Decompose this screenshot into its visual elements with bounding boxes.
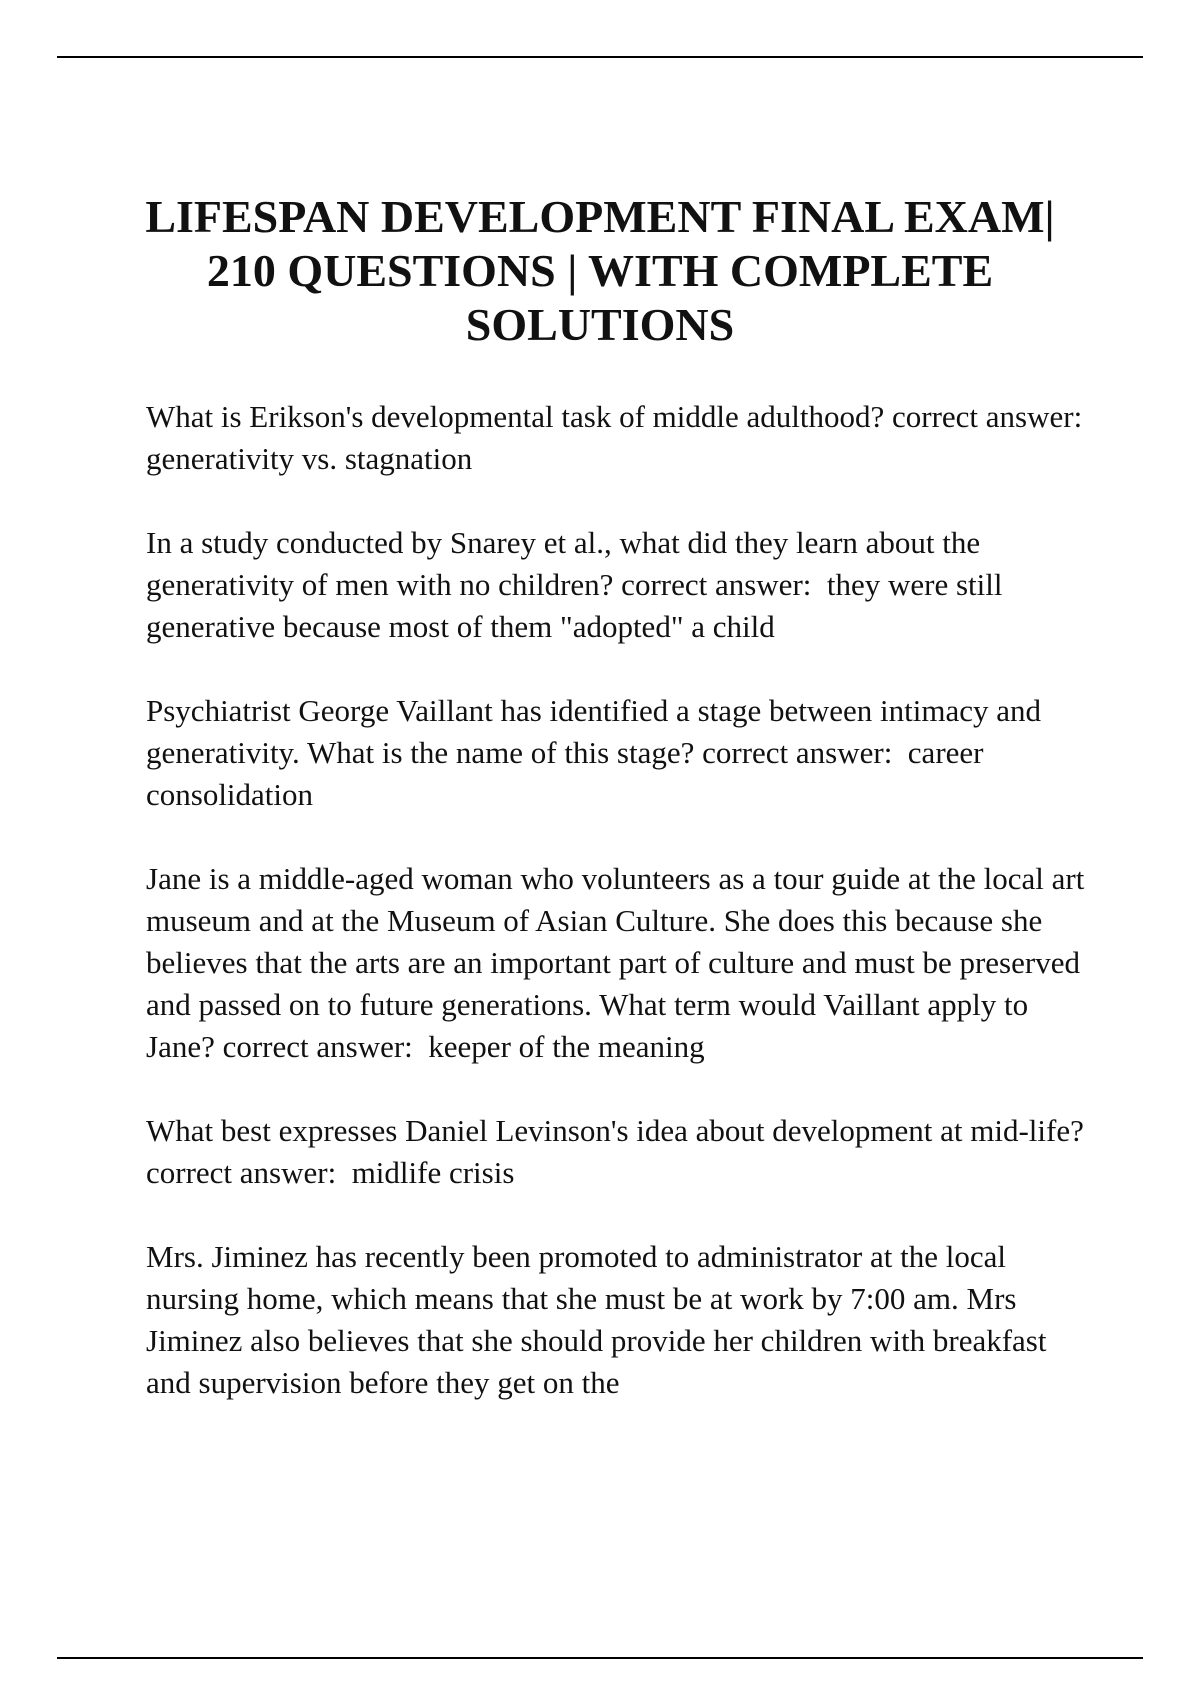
- top-rule: [57, 56, 1143, 58]
- question-list: [146, 396, 1096, 1446]
- bottom-rule: [57, 1657, 1143, 1659]
- qa-entry: What is Erikson's developmental task of middle adulthood? correct answer: generativity vs. stagnation: [146, 399, 1098, 476]
- qa-entry: What best expresses Daniel Levinson's idea about development at mid-life? correct answer: midlife crisis: [146, 1113, 1092, 1190]
- qa-entry: Jane is a middle-aged woman who volunteers as a tour guide at the local art museum and at the Museum of Asian Culture. She does this because she believes that the arts are an important part of culture and must be preserved and passed on to future generations. What term would Vaillant apply to Jane? correct answer: keeper of the meaning: [146, 861, 1093, 1064]
- qa-entry: Psychiatrist George Vaillant has identified a stage between intimacy and generativity. What is the name of this stage? correct answer: career consolidation: [146, 693, 1049, 812]
- qa-entry: Mrs. Jiminez has recently been promoted to administrator at the local nursing home, which means that she must be at work by 7:00 am. Mrs Jiminez also believes that she should provide her children with breakfast and supervision before they get on the: [146, 1239, 1055, 1400]
- document-title: LIFESPAN DEVELOPMENT FINAL EXAM| 210 QUESTIONS | WITH COMPLETE SOLUTIONS: [145, 191, 1055, 350]
- qa-entry: In a study conducted by Snarey et al., what did they learn about the generativity of men with no children? correct answer: they were still generative because most of them "adopted" a child: [146, 525, 1011, 644]
